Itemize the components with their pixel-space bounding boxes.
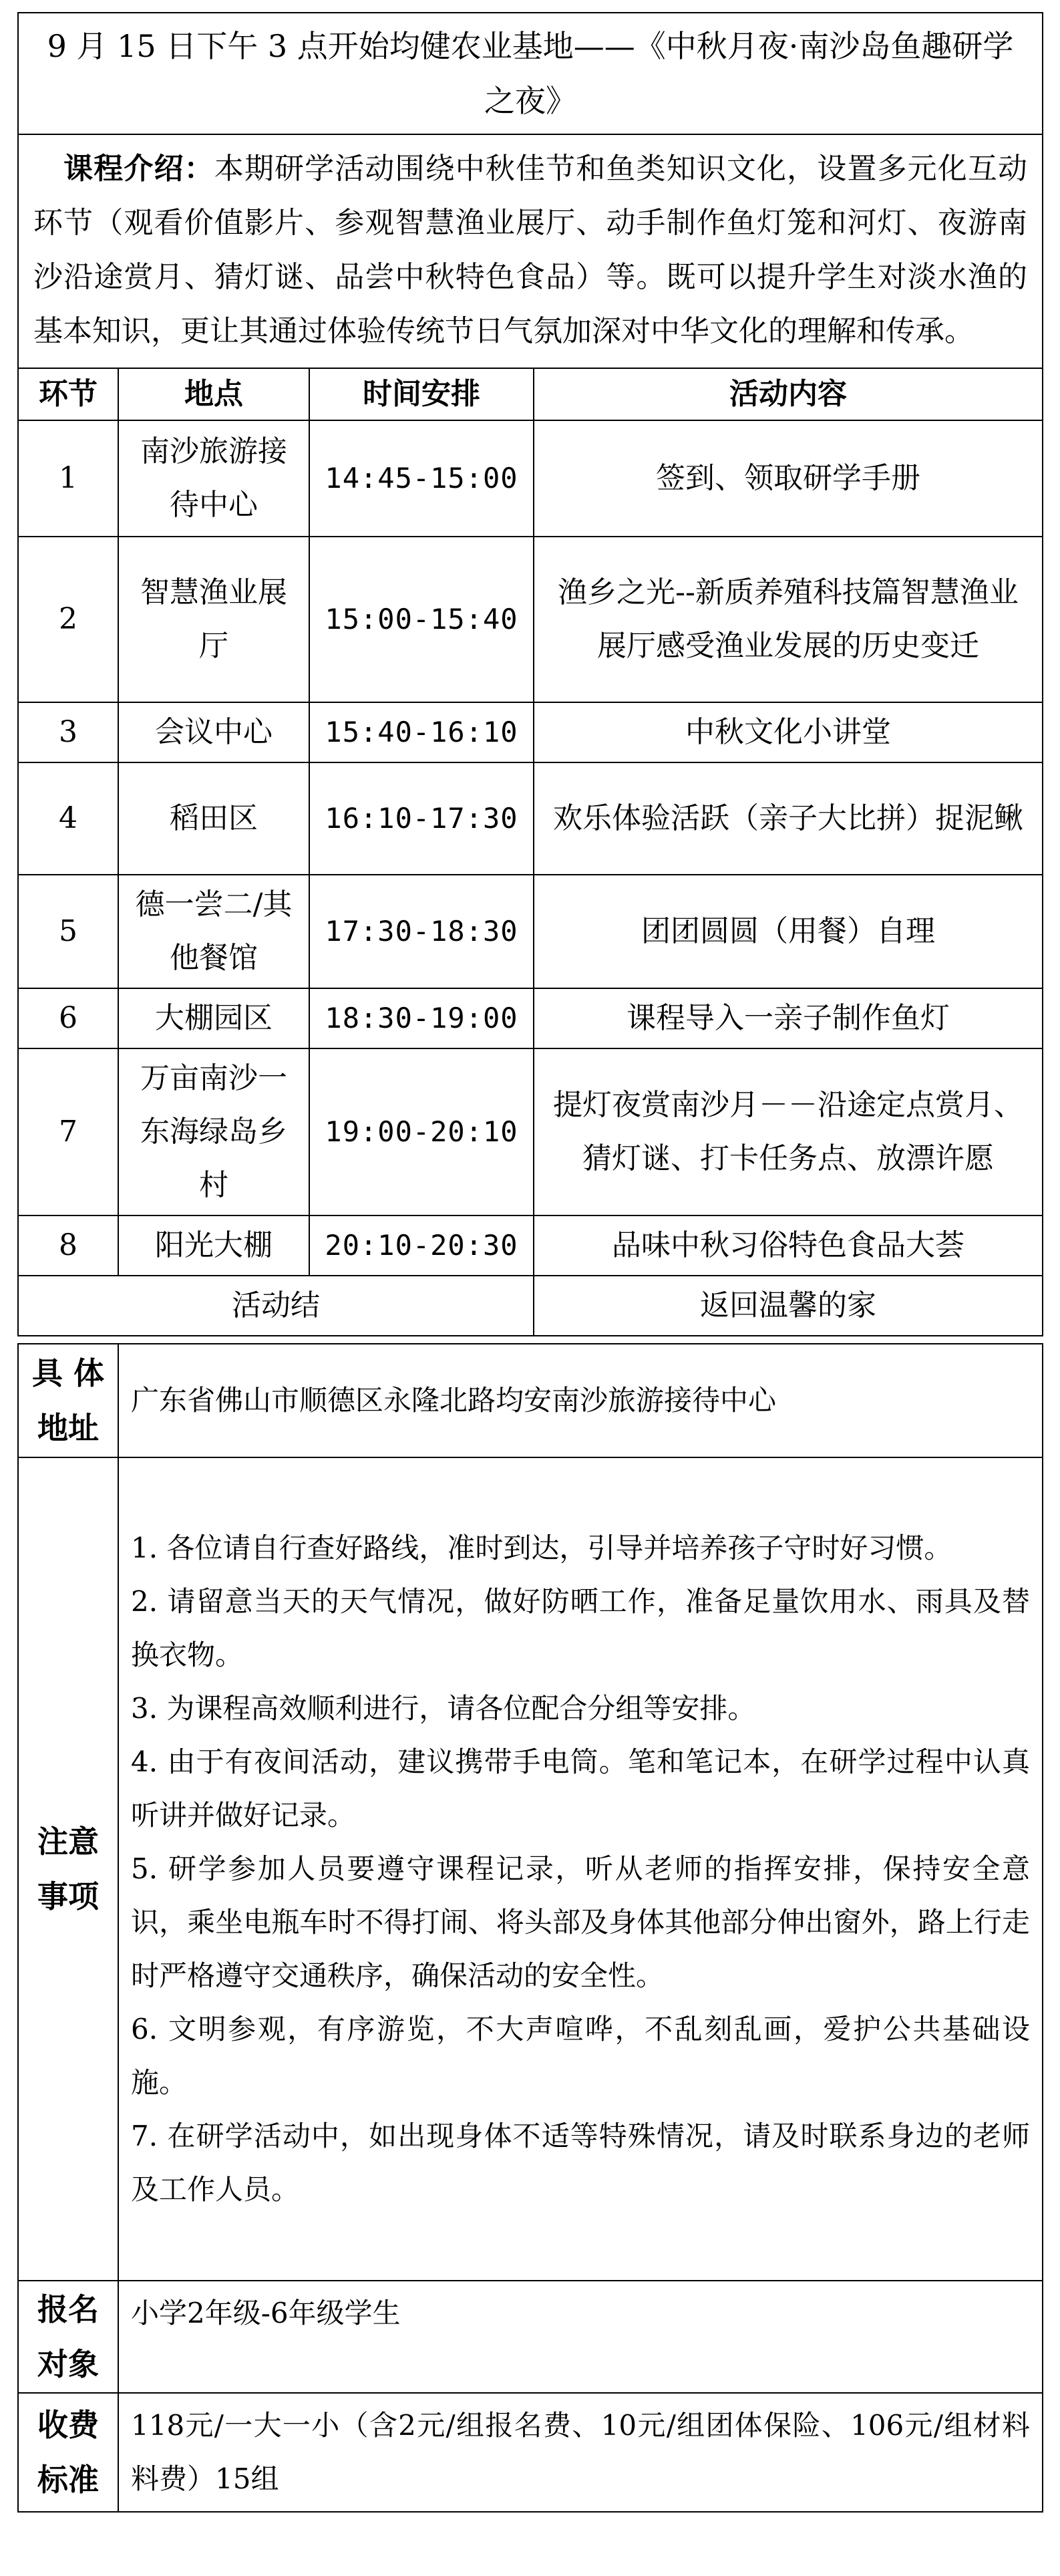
- note-item: 7. 在研学活动中，如出现身体不适等特殊情况，请及时联系身边的老师及工作人员。: [131, 2120, 1030, 2206]
- intro-row: [18, 134, 1043, 368]
- row-place: 德一尝二/其他餐馆: [118, 875, 309, 988]
- row-place: 大棚园区: [118, 988, 309, 1048]
- row-place: 智慧渔业展厅: [118, 537, 309, 702]
- note-item: 1. 各位请自行查好路线，准时到达，引导并培养孩子守时好习惯。: [131, 1532, 952, 1564]
- target-label: 报名对象: [18, 2281, 118, 2393]
- row-no: 4: [18, 762, 118, 875]
- row-time: 14:45-15:00: [309, 420, 534, 537]
- row-no: 6: [18, 988, 118, 1048]
- page-title: 9 月 15 日下午 3 点开始均健农业基地——《中秋月夜·南沙岛鱼趣研学之夜》: [18, 13, 1043, 134]
- row-no: 8: [18, 1215, 118, 1276]
- intro-lead: 课程介绍：: [63, 152, 214, 186]
- row-content: 中秋文化小讲堂: [534, 702, 1043, 762]
- table-row: [18, 1215, 1043, 1276]
- info-table: [17, 1343, 1043, 2513]
- address-value: 广东省佛山市顺德区永隆北路均安南沙旅游接待中心: [118, 1344, 1043, 1457]
- row-time: 16:10-17:30: [309, 762, 534, 875]
- row-content: 签到、领取研学手册: [534, 420, 1043, 537]
- row-no: 3: [18, 702, 118, 762]
- document-sheet: [17, 12, 1042, 2513]
- table-row: [18, 702, 1043, 762]
- table-row: [18, 1048, 1043, 1215]
- table-row: [18, 762, 1043, 875]
- row-time: 18:30-19:00: [309, 988, 534, 1048]
- row-place: 会议中心: [118, 702, 309, 762]
- row-place: 南沙旅游接待中心: [118, 420, 309, 537]
- notes-list: [118, 1457, 1043, 2281]
- row-time: 15:00-15:40: [309, 537, 534, 702]
- address-label: 具 体地址: [18, 1344, 118, 1457]
- row-content: 课程导入一亲子制作鱼灯: [534, 988, 1043, 1048]
- note-item: 2. 请留意当天的天气情况，做好防晒工作，准备足量饮用水、雨具及替换衣物。: [131, 1585, 1030, 1671]
- row-no: 1: [18, 420, 118, 537]
- fee-row: [18, 2393, 1043, 2512]
- row-place: 万亩南沙一东海绿岛乡村: [118, 1048, 309, 1215]
- title-row: [18, 13, 1043, 134]
- course-intro: [18, 134, 1043, 368]
- row-time: 19:00-20:10: [309, 1048, 534, 1215]
- row-no: 5: [18, 875, 118, 988]
- row-no: 7: [18, 1048, 118, 1215]
- notes-label: 注意事项: [18, 1457, 118, 2281]
- row-content: 提灯夜赏南沙月－－沿途定点赏月、猜灯谜、打卡任务点、放漂许愿: [534, 1048, 1043, 1215]
- table-row: [18, 537, 1043, 702]
- row-time: 15:40-16:10: [309, 702, 534, 762]
- table-row: [18, 875, 1043, 988]
- end-content: 返回温馨的家: [534, 1276, 1043, 1336]
- table-row: [18, 420, 1043, 537]
- intro-text: 本期研学活动围绕中秋佳节和鱼类知识文化，设置多元化互动环节（观看价值影片、参观智慧渔业展厅、动手制作鱼灯笼和河灯、夜游南沙沿途赏月、猜灯谜、品尝中秋特色食品）等。既可以提升学生对淡水渔的基本知识，更让其通过体验传统节日气氛加深对中华文化的理解和传承。: [33, 152, 1027, 348]
- notes-row: [18, 1457, 1043, 2281]
- table-row: [18, 988, 1043, 1048]
- table-header-row: [18, 368, 1043, 420]
- address-row: [18, 1344, 1043, 1457]
- target-value: 小学2年级-6年级学生: [118, 2281, 1043, 2393]
- row-place: 稻田区: [118, 762, 309, 875]
- end-row: [18, 1276, 1043, 1336]
- row-place: 阳光大棚: [118, 1215, 309, 1276]
- row-content: 团团圆圆（用餐）自理: [534, 875, 1043, 988]
- note-item: 6. 文明参观，有序游览，不大声喧哗，不乱刻乱画，爱护公共基础设施。: [131, 2013, 1030, 2099]
- end-label: 活动结: [18, 1276, 534, 1336]
- header-step: 环节: [18, 368, 118, 420]
- row-content: 品味中秋习俗特色食品大荟: [534, 1215, 1043, 1276]
- note-item: 4. 由于有夜间活动，建议携带手电筒。笔和笔记本，在研学过程中认真听讲并做好记录。: [131, 1745, 1030, 1832]
- header-time: 时间安排: [309, 368, 534, 420]
- fee-value: 118元/一大一小（含2元/组报名费、10元/组团体保险、106元/组材料料费）15组: [118, 2393, 1043, 2512]
- target-row: [18, 2281, 1043, 2393]
- row-no: 2: [18, 537, 118, 702]
- header-content: 活动内容: [534, 368, 1043, 420]
- fee-label: 收费标准: [18, 2393, 118, 2512]
- note-item: 5. 研学参加人员要遵守课程记录，听从老师的指挥安排，保持安全意识，乘坐电瓶车时不得打闹、将头部及身体其他部分伸出窗外，路上行走时严格遵守交通秩序，确保活动的安全性。: [131, 1852, 1030, 1992]
- row-content: 欢乐体验活跃（亲子大比拼）捉泥鳅: [534, 762, 1043, 875]
- row-time: 20:10-20:30: [309, 1215, 534, 1276]
- row-content: 渔乡之光--新质养殖科技篇智慧渔业展厅感受渔业发展的历史变迁: [534, 537, 1043, 702]
- header-place: 地点: [118, 368, 309, 420]
- schedule-table: [17, 12, 1043, 1336]
- row-time: 17:30-18:30: [309, 875, 534, 988]
- note-item: 3. 为课程高效顺利进行，请各位配合分组等安排。: [131, 1692, 756, 1725]
